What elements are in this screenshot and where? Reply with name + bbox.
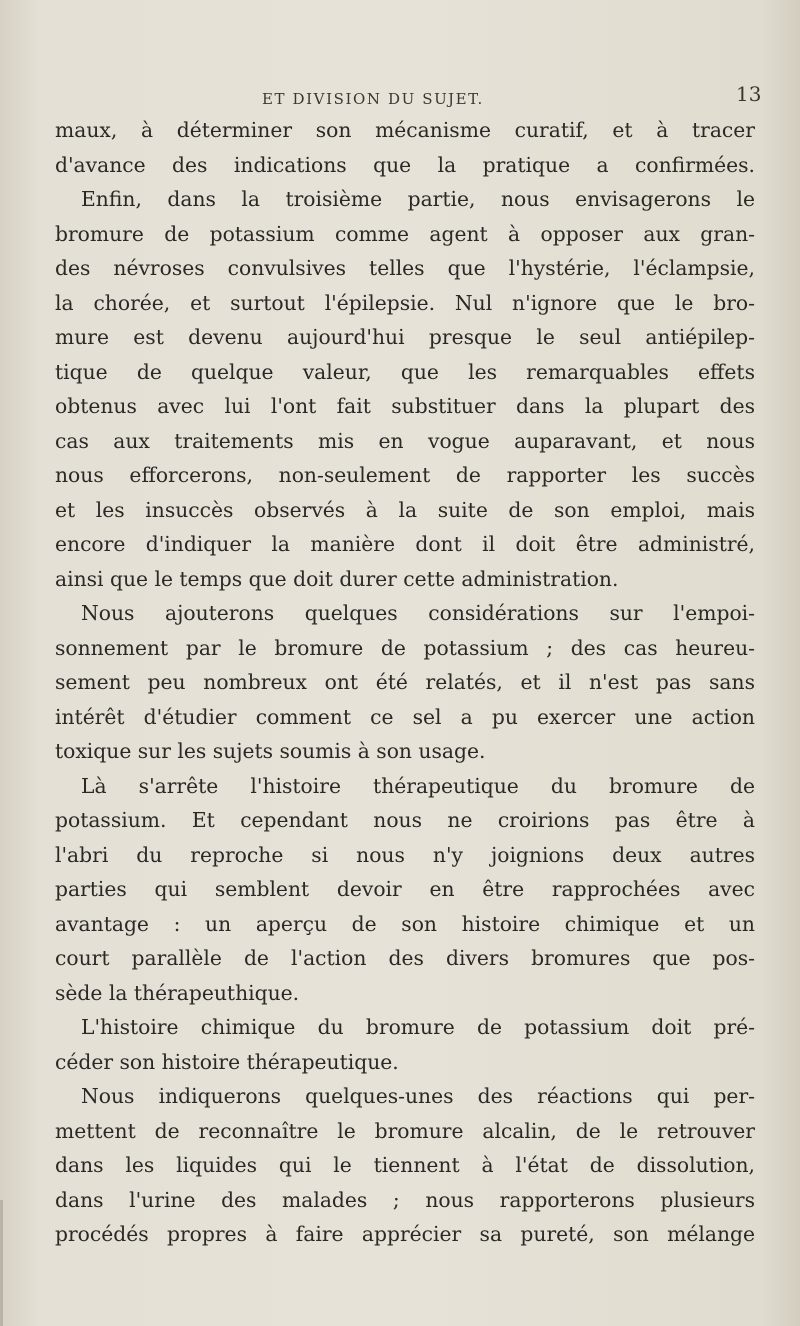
text-line: l'abri du reproche si nous n'y joignions deux autres — [55, 842, 755, 867]
text-line: dans les liquides qui le tiennent à l'état de dissolution, — [55, 1153, 755, 1177]
text-line: d'avance des indications que la pratique a confirmées. — [55, 152, 755, 177]
text-line: sède la thérapeuthique. — [55, 980, 300, 1005]
text-line: Là s'arrête l'histoire thérapeutique du bromure de — [81, 773, 755, 798]
text-line: encore d'indiquer la manière dont il doit être administré, — [55, 532, 755, 556]
page-edge-shadow — [0, 1200, 3, 1326]
text-line: dans l'urine des malades ; nous rapporterons plusieurs — [55, 1187, 755, 1212]
text-line: intérêt d'étudier comment ce sel a pu exercer une action — [55, 704, 755, 729]
text-line: céder son histoire thérapeutique. — [55, 1049, 399, 1074]
text-line: nous efforcerons, non-seulement de rapporter les succès — [55, 463, 755, 487]
text-line: des névroses convulsives telles que l'hystérie, l'éclampsie, — [55, 256, 755, 280]
text-line: Nous indiquerons quelques-unes des réactions qui per- — [81, 1084, 755, 1108]
text-line: et les insuccès observés à la suite de son emploi, mais — [55, 497, 755, 522]
text-line: la chorée, et surtout l'épilepsie. Nul n'ignore que le bro- — [55, 290, 755, 315]
text-line: tique de quelque valeur, que les remarquables effets — [55, 359, 755, 384]
text-line: sement peu nombreux ont été relatés, et il n'est pas sans — [55, 670, 755, 694]
text-line: sonnement par le bromure de potassium ; des cas heureu- — [55, 635, 755, 660]
text-line: ainsi que le temps que doit durer cette administration. — [55, 566, 619, 591]
text-line: court parallèle de l'action des divers bromures que pos- — [55, 946, 755, 970]
text-line: parties qui semblent devoir en être rapprochées avec — [55, 877, 755, 901]
body-text — [55, 113, 755, 1252]
text-line: obtenus avec lui l'ont fait substituer dans la plupart des — [55, 394, 755, 418]
text-line: potassium. Et cependant nous ne croirions pas être à — [55, 808, 755, 832]
text-line: Enfin, dans la troisième partie, nous envisagerons le — [81, 187, 755, 211]
text-line: L'histoire chimique du bromure de potassium doit pré- — [81, 1015, 755, 1039]
page-number: 13 — [736, 82, 762, 106]
text-line: Nous ajouterons quelques considérations sur l'empoi- — [81, 601, 755, 625]
text-line: maux, à déterminer son mécanisme curatif, et à tracer — [55, 118, 755, 142]
text-line: bromure de potassium comme agent à opposer aux gran- — [55, 221, 755, 246]
running-head: ET DIVISION DU SUJET. — [262, 90, 484, 108]
text-line: procédés propres à faire apprécier sa pureté, son mélange — [55, 1222, 755, 1246]
text-line: toxique sur les sujets soumis à son usage. — [55, 739, 486, 763]
text-line: mure est devenu aujourd'hui presque le seul antiépilep- — [55, 325, 755, 349]
text-line: cas aux traitements mis en vogue auparavant, et nous — [55, 428, 755, 453]
text-line: mettent de reconnaître le bromure alcalin, de le retrouver — [55, 1118, 755, 1143]
text-line: avantage : un aperçu de son histoire chimique et un — [55, 911, 755, 936]
